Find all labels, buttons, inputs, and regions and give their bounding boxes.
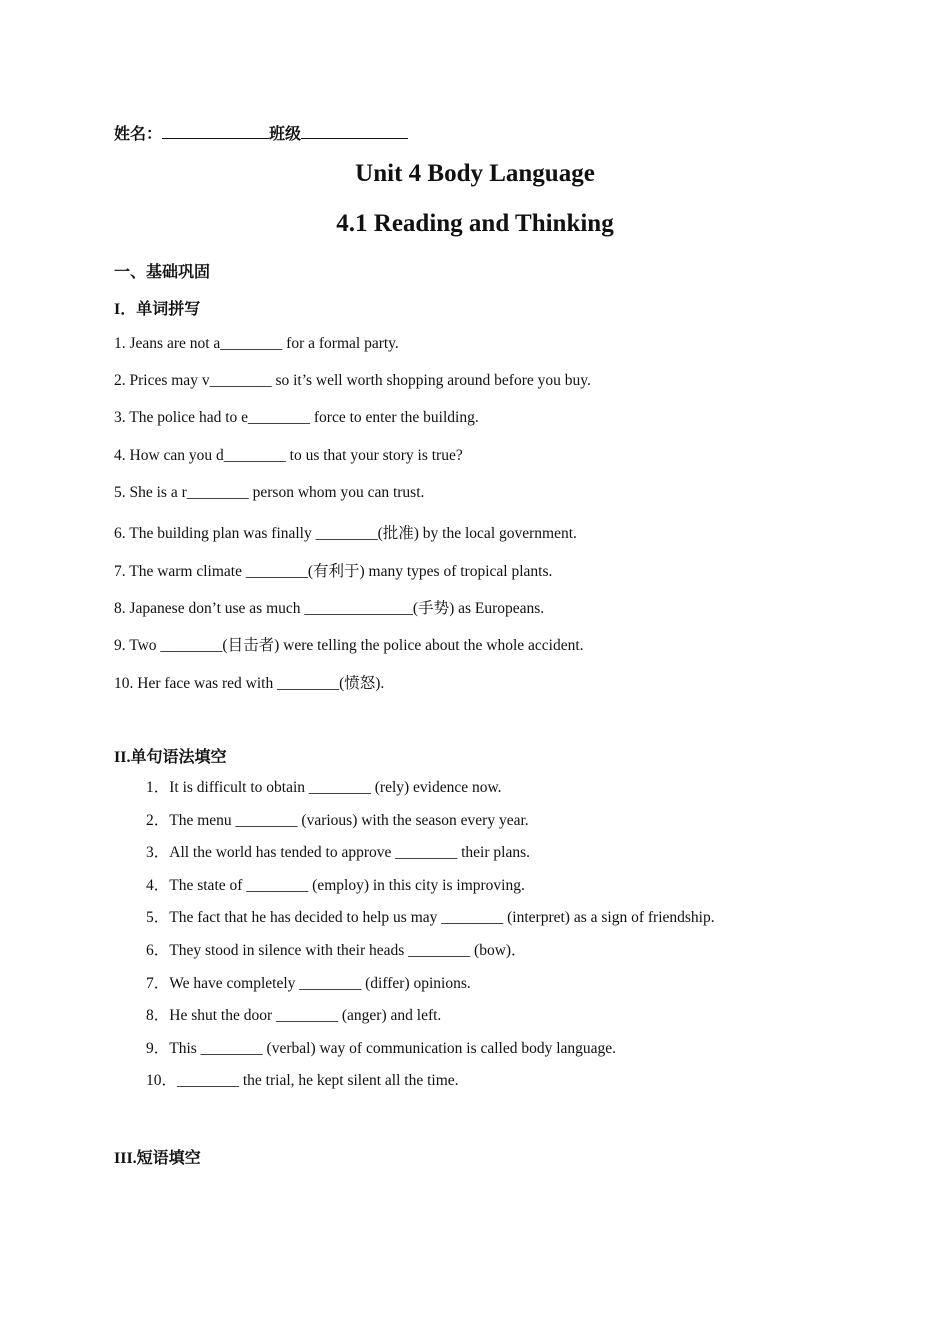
spelling-item: 9. Two ________(目击者) were telling the police about the whole accident. <box>114 637 584 654</box>
grammar-item: 10．________ the trial, he kept silent all the time. <box>146 1072 459 1089</box>
spelling-item: 5. She is a r________ person whom you can trust. <box>114 484 425 501</box>
grammar-item: 5．The fact that he has decided to help us may ________ (interpret) as a sign of friendship. <box>146 909 715 926</box>
spelling-item: 6. The building plan was finally ________(批准) by the local government. <box>114 525 577 542</box>
grammar-item: 9．This ________ (verbal) way of communication is called body language. <box>146 1040 617 1057</box>
name-label: 姓名： <box>114 126 163 143</box>
section-basic-heading: 一、基础巩固 <box>114 264 211 281</box>
grammar-item: 1．It is difficult to obtain ________ (rely) evidence now. <box>146 779 502 796</box>
part3-heading: III.短语填空 <box>114 1150 201 1167</box>
lesson-title: 4.1 Reading and Thinking <box>336 210 614 237</box>
grammar-item: 3．All the world has tended to approve ________ their plans. <box>146 844 530 861</box>
spelling-item: 1. Jeans are not a________ for a formal party. <box>114 335 399 352</box>
spelling-item: 2. Prices may v________ so it’s well worth shopping around before you buy. <box>114 372 591 389</box>
name-blank <box>162 124 269 139</box>
student-info-line <box>114 121 408 144</box>
part1-heading: I．单词拼写 <box>114 301 201 318</box>
class-blank <box>301 124 408 139</box>
grammar-item: 4．The state of ________ (employ) in this city is improving. <box>146 877 525 894</box>
spelling-item: 3. The police had to e________ force to enter the building. <box>114 409 479 426</box>
part2-heading: II.单句语法填空 <box>114 749 227 766</box>
spelling-item: 7. The warm climate ________(有利于) many types of tropical plants. <box>114 563 553 580</box>
spelling-item: 4. How can you d________ to us that your story is true? <box>114 447 463 464</box>
class-label: 班级 <box>269 126 302 143</box>
grammar-item: 2．The menu ________ (various) with the season every year. <box>146 812 529 829</box>
grammar-item: 6．They stood in silence with their heads ________ (bow)． <box>146 942 527 959</box>
spelling-item: 8. Japanese don’t use as much ______________(手势) as Europeans. <box>114 600 545 617</box>
grammar-item: 8．He shut the door ________ (anger) and left. <box>146 1007 442 1024</box>
spelling-item: 10. Her face was red with ________(愤怒). <box>114 675 385 692</box>
grammar-item: 7．We have completely ________ (differ) opinions. <box>146 975 471 992</box>
unit-title: Unit 4 Body Language <box>355 160 595 187</box>
